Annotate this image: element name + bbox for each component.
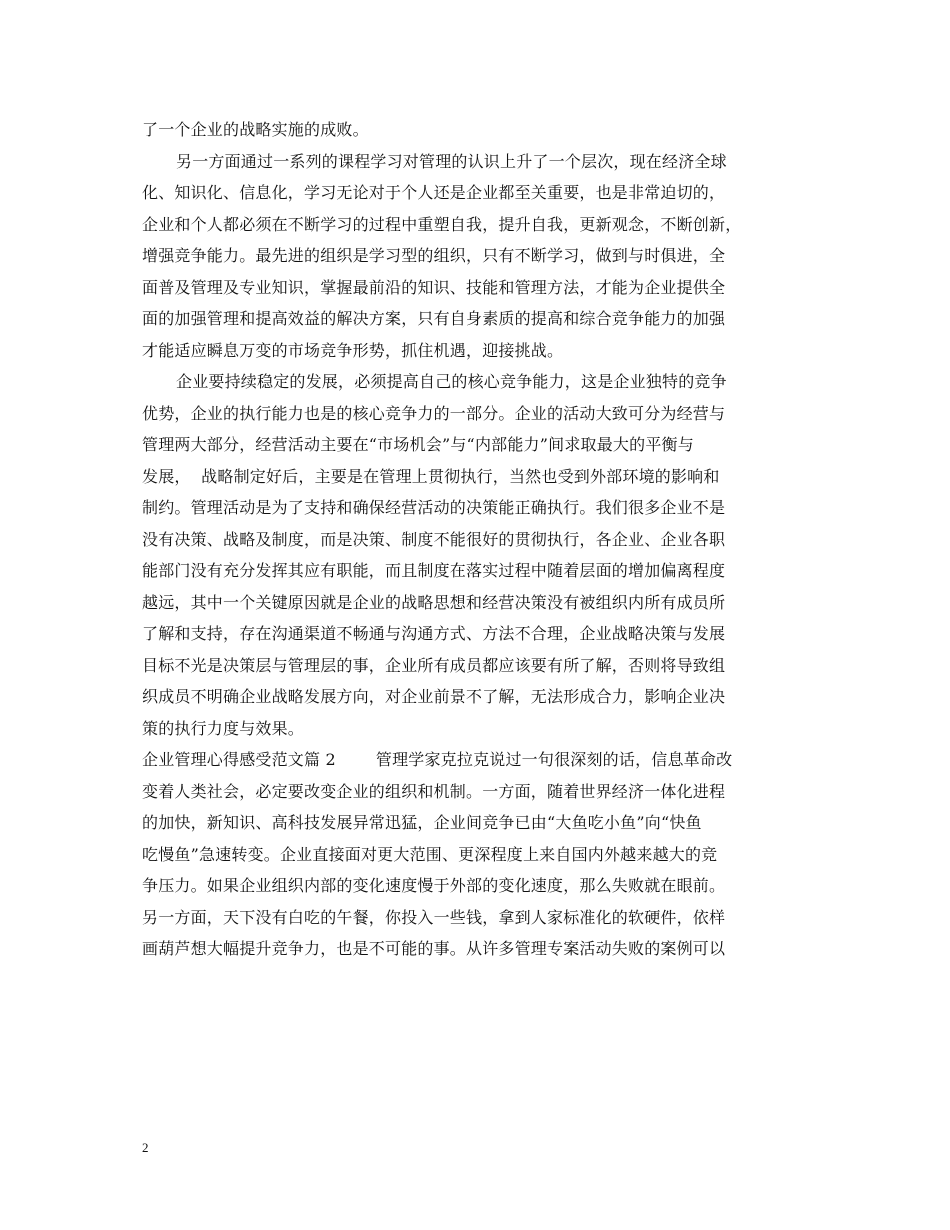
text-line: 策的执行力度与效果。 [142, 718, 305, 738]
paragraph-start-line: 另一方面通过一系列的课程学习对管理的认识上升了一个层次，现在经济全球 [176, 151, 727, 171]
text-line: 目标不光是决策层与管理层的事，企业所有成员都应该要有所了解，否则将导致组 [142, 655, 726, 675]
text-line: 能部门没有充分发挥其应有职能，而且制度在落实过程中随着层面的增加偏离程度 [142, 561, 726, 580]
text-line: 管理两大部分，经营活动主要在“市场机会”与“内部能力”间求取最大的平衡与 [142, 435, 694, 454]
text-line: 的加快，新知识、高科技发展异常迅猛，企业间竞争已由“大鱼吃小鱼”向“快鱼 [142, 813, 702, 832]
text-line: 织成员不明确企业战略发展方向，对企业前景不了解，无法形成合力，影响企业决 [142, 687, 726, 706]
text-line: 争压力。如果企业组织内部的变化速度慢于外部的变化速度，那么失败就在眼前。 [142, 876, 726, 895]
text-line: 面普及管理及专业知识，掌握最前沿的知识、技能和管理方法，才能为企业提供全 [142, 277, 726, 297]
page-number: 2 [142, 1140, 149, 1155]
text-line: 了一个企业的战略实施的成败。 [142, 120, 369, 139]
text-line: 另一方面，天下没有白吃的午餐，你投入一些钱，拿到人家标准化的软硬件，依样 [142, 907, 726, 927]
text-line: 发展， 战略制定好后，主要是在管理上贯彻执行，当然也受到外部环境的影响和 [142, 466, 720, 486]
text-line: 增强竞争能力。最先进的组织是学习型的组织，只有不断学习，做到与时俱进，全 [142, 246, 726, 265]
section-heading-line [142, 744, 810, 776]
text-line: 化、知识化、信息化，学习无论对于个人还是企业都至关重要，也是非常迫切的， [142, 183, 726, 202]
text-line: 才能适应瞬息万变的市场竞争形势，抓住机遇，迎接挑战。 [142, 340, 564, 360]
text-line: 制约。管理活动是为了支持和确保经营活动的决策能正确执行。我们很多企业不是 [142, 498, 726, 517]
text-line: 吃慢鱼”急速转变。企业直接面对更大范围、更深程度上来自国内外越来越大的竞 [142, 844, 718, 864]
text-line: 企业和个人都必须在不断学习的过程中重塑自我，提升自我，更新观念，不断创新， [142, 214, 742, 234]
document-body [142, 114, 810, 965]
text-line: 没有决策、战略及制度，而是决策、制度不能很好的贯彻执行，各企业、企业各职 [142, 529, 726, 549]
section-heading: 企业管理心得感受范文篇 2 [142, 750, 336, 769]
paragraph-start-line: 企业要持续稳定的发展，必须提高自己的核心竞争能力，这是企业独特的竞争 [176, 372, 727, 391]
text-line: 了解和支持，存在沟通渠道不畅通与沟通方式、方法不合理，企业战略决策与发展 [142, 624, 726, 643]
text-line: 画葫芦想大幅提升竞争力，也是不可能的事。从许多管理专案活动失败的案例可以 [142, 939, 726, 958]
text-line: 优势，企业的执行能力也是的核心竞争力的一部分。企业的活动大致可分为经营与 [142, 403, 726, 423]
text-line: 越远，其中一个关键原因就是企业的战略思想和经营决策没有被组织内所有成员所 [142, 592, 726, 612]
text-line: 面的加强管理和提高效益的解决方案，只有自身素质的提高和综合竞争能力的加强 [142, 309, 726, 328]
section-first-text: 管理学家克拉克说过一句很深刻的话，信息革命改 [375, 750, 733, 769]
text-line: 变着人类社会，必定要改变企业的组织和机制。一方面，随着世界经济一体化进程 [142, 781, 726, 801]
